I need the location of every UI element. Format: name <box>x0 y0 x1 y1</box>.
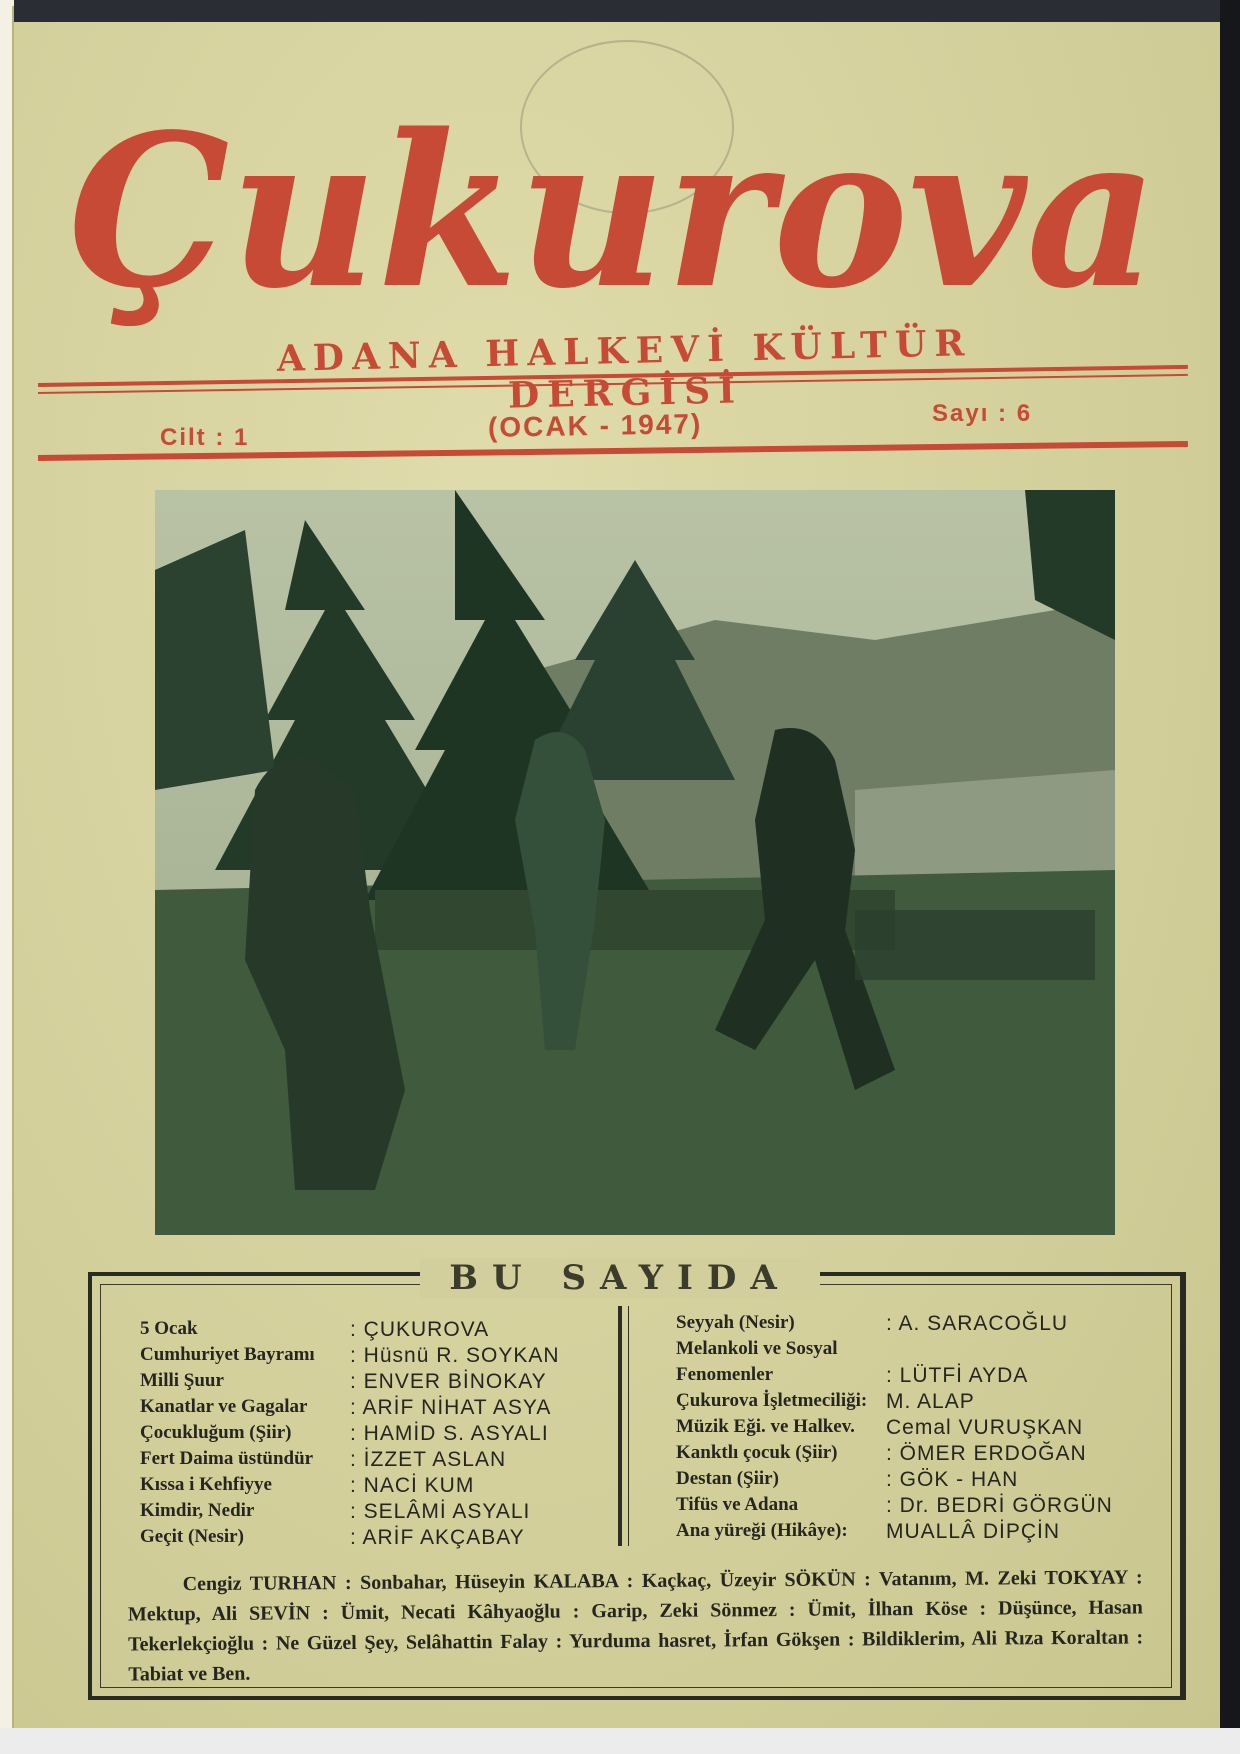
toc-author: : NACİ KUM <box>350 1474 475 1497</box>
other-contributions-paragraph: Cengiz TURHAN : Sonbahar, Hüseyin KALABA : Kaçkaç, Üzeyir SÖKÜN : Vatanım, M. Zeki TOKYAY : Mektup, Ali SEVİN : Ümit, Necati Kâhyaoğlu : Garip, Zeki Sönmez : Ümit, İlhan Köse : Düşünce, Hasan Tekerlekçioğlu : Ne Güzel Şey, Selâhattin Falay : Yurduma hasret, İrfan Gökşen : Bildiklerim, Ali Rıza Koraltan : Tabiat ve Ben. <box>127 1566 1144 1686</box>
toc-topic: Milli Şuur <box>140 1370 224 1391</box>
magazine-subtitle: ADANA HALKEVİ KÜLTÜR DERGİSİ <box>276 322 973 417</box>
toc-author: : Hüsnü R. SOYKAN <box>350 1344 560 1367</box>
toc-topic: Destan (Şiir) <box>676 1468 779 1489</box>
toc-author: : İZZET ASLAN <box>350 1448 507 1471</box>
toc-topic: Fert Daima üstündür <box>140 1448 314 1469</box>
toc-author: : ENVER BİNOKAY <box>350 1370 547 1393</box>
toc-topic: Melankoli ve Sosyal <box>676 1338 838 1359</box>
toc-author: MUALLÂ DİPÇİN <box>886 1520 1061 1543</box>
toc-topic: 5 Ocak <box>140 1318 198 1339</box>
toc-author: : A. SARACOĞLU <box>886 1312 1069 1335</box>
masthead-logo <box>58 95 1178 335</box>
toc-topic: Ana yüreği (Hikâye): <box>676 1520 848 1541</box>
toc-topic: Çukurova İşletmeciliği: <box>676 1390 868 1411</box>
issue-date: (OCAK - 1947) <box>487 408 703 443</box>
logo-text: Çukurova <box>68 95 1158 335</box>
toc-author: : SELÂMİ ASYALI <box>350 1500 531 1523</box>
toc-topic: Geçit (Nesir) <box>140 1526 244 1547</box>
volume-label: Cilt : 1 <box>160 424 250 451</box>
toc-author: : LÜTFİ AYDA <box>886 1364 1029 1387</box>
toc-author: : ÇUKUROVA <box>350 1318 490 1341</box>
column-divider <box>618 1306 622 1546</box>
toc-topic: Fenomenler <box>676 1364 774 1385</box>
toc-topic: Kıssa i Kehfiyye <box>140 1474 272 1495</box>
toc-topic: Tifüs ve Adana <box>676 1494 799 1515</box>
toc-author: : ARİF AKÇABAY <box>350 1526 525 1549</box>
toc-topic: Kimdir, Nedir <box>140 1500 255 1521</box>
issue-number: Sayı : 6 <box>932 400 1033 427</box>
scan-edge-right <box>1220 0 1240 1754</box>
toc-author: : GÖK - HAN <box>886 1468 1019 1491</box>
toc-author: : Dr. BEDRİ GÖRGÜN <box>886 1494 1113 1517</box>
toc-author: M. ALAP <box>886 1390 975 1413</box>
seated-audience <box>855 910 1095 980</box>
cover-photo <box>155 490 1115 1235</box>
toc-topic: Kanktlı çocuk (Şiir) <box>676 1442 838 1463</box>
scan-edge-top <box>14 0 1240 22</box>
toc-topic: Cumhuriyet Bayramı <box>140 1344 315 1365</box>
toc-author: : ÖMER ERDOĞAN <box>886 1442 1087 1465</box>
contents-title: BU SAYIDA <box>420 1258 820 1298</box>
toc-author: Cemal VURUŞKAN <box>886 1416 1084 1439</box>
toc-topic: Müzik Eği. ve Halkev. <box>676 1416 855 1437</box>
scan-edge-bottom <box>0 1728 1240 1754</box>
toc-author: : ARİF NİHAT ASYA <box>350 1396 552 1419</box>
toc-topic: Çocukluğum (Şiir) <box>140 1422 292 1443</box>
column-divider <box>628 1306 629 1546</box>
toc-topic: Seyyah (Nesir) <box>676 1312 795 1333</box>
toc-topic: Kanatlar ve Gagalar <box>140 1396 308 1417</box>
toc-author: : HAMİD S. ASYALI <box>350 1422 549 1445</box>
